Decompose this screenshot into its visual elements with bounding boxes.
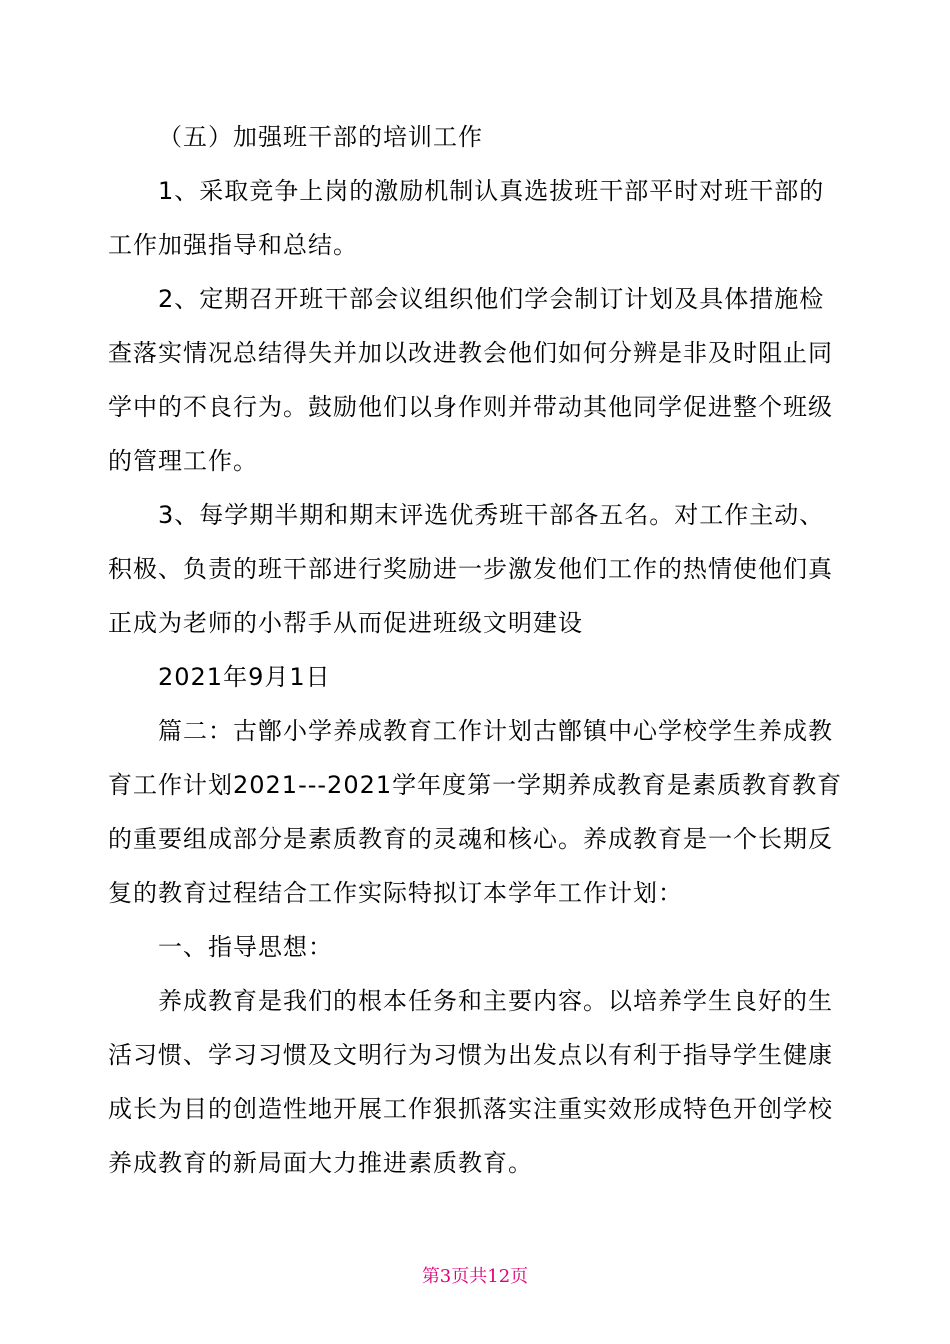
paragraph-item-3: 3、每学期半期和期末评选优秀班干部各五名。对工作主动、积极、负责的班干部进行奖励进一步激发他们工作的热情使他们真正成为老师的小帮手从而促进班级文明建设 (108, 501, 833, 637)
date-line: 2021年9月1日 (158, 663, 331, 691)
paragraph-chapter-two: 篇二：古鄫小学养成教育工作计划古鄫镇中心学校学生养成教育工作计划2021---2021学年度第一学期养成教育是素质教育教育的重要组成部分是素质教育的灵魂和核心。养成教育是一个长期反复的教育过程结合工作实际特拟订本学年工作计划： (108, 717, 843, 907)
paragraph-item-2: 2、定期召开班干部会议组织他们学会制订计划及具体措施检查落实情况总结得失并加以改进教会他们如何分辨是非及时阻止同学中的不良行为。鼓励他们以身作则并带动其他同学促进整个班级的管理工作。 (108, 285, 833, 475)
page-number-footer: 第3页共12页 (421, 1266, 529, 1287)
section-heading: （五）加强班干部的培训工作 (158, 123, 483, 151)
paragraph-guiding-idea: 养成教育是我们的根本任务和主要内容。以培养学生良好的生活习惯、学习习惯及文明行为习惯为出发点以有利于指导学生健康成长为目的创造性地开展工作狠抓落实注重实效形成特色开创学校养成教育的新局面大力推进素质教育。 (108, 987, 833, 1177)
section-heading-guiding-idea: 一、指导思想： (158, 933, 333, 961)
paragraph-item-1: 1、采取竞争上岗的激励机制认真选拔班干部平时对班干部的工作加强指导和总结。 (108, 177, 825, 259)
document-body (108, 110, 844, 1190)
